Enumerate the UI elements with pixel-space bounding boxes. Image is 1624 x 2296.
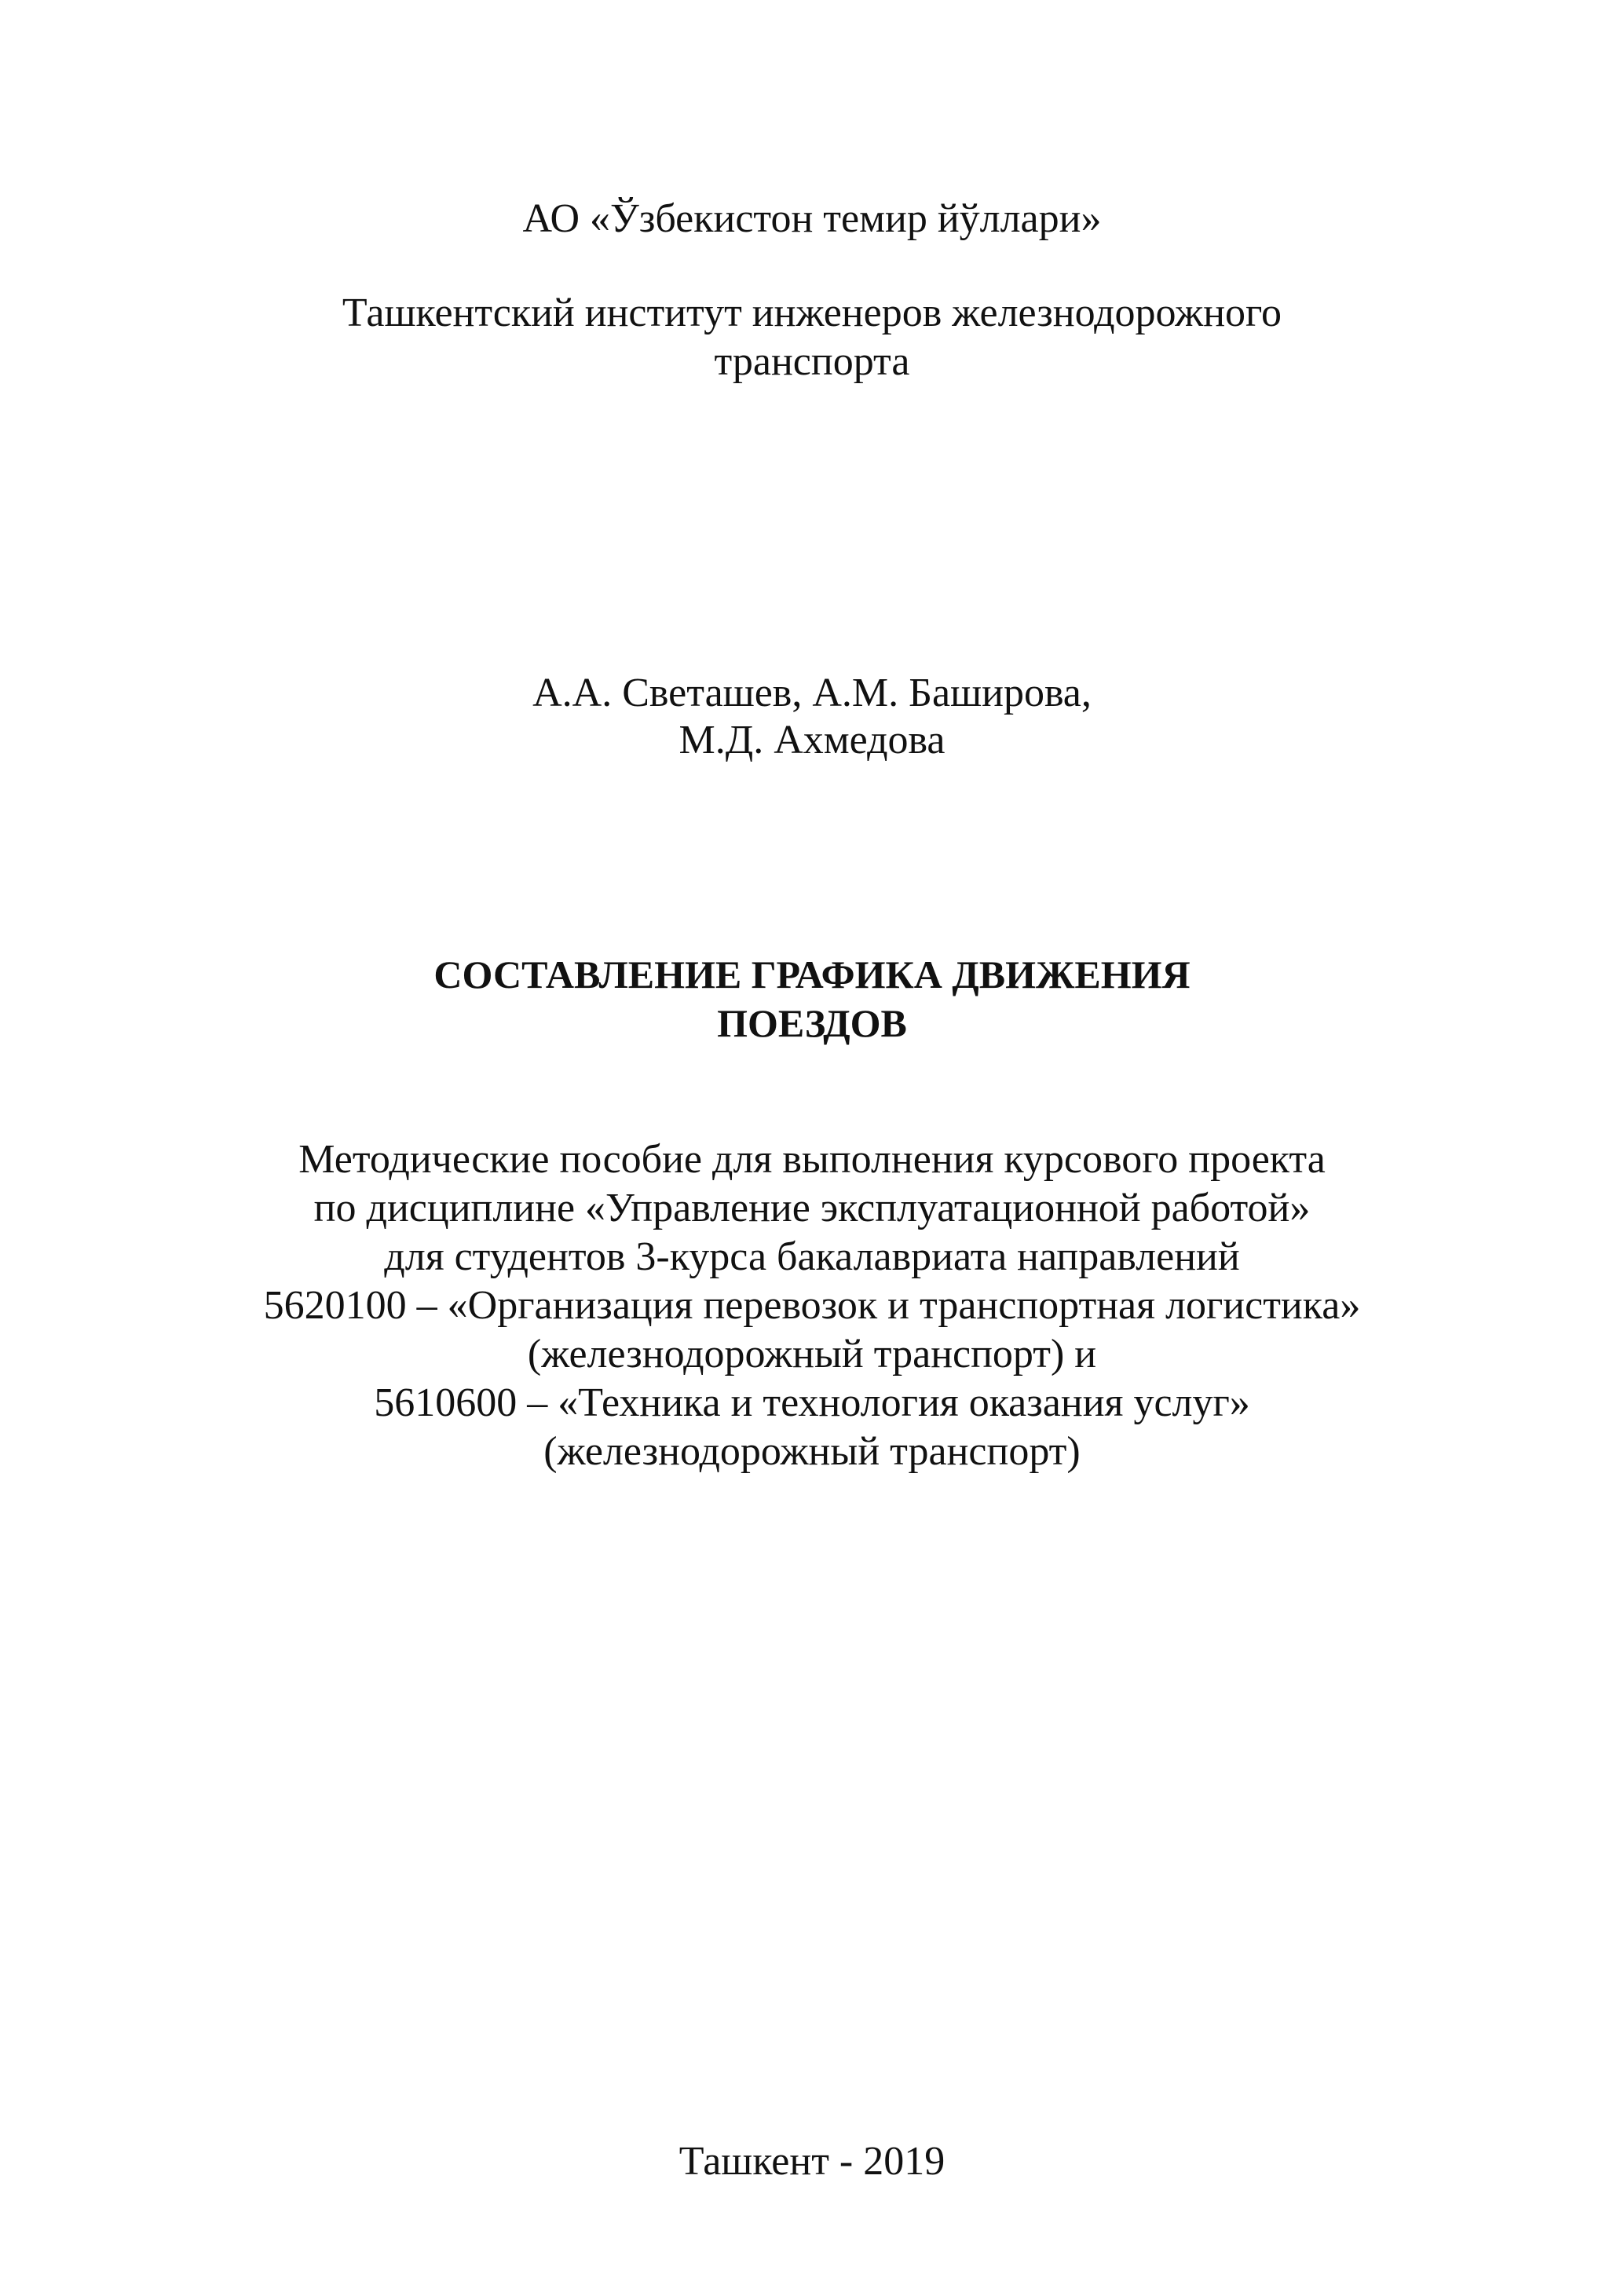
- description-line-3: для студентов 3-курса бакалавриата направлений: [384, 1234, 1240, 1279]
- institute-name-line-2: транспорта: [714, 339, 910, 384]
- description-line-4: 5620100 – «Организация перевозок и транспортная логистика»: [263, 1283, 1361, 1328]
- description-line-2: по дисциплине «Управление эксплуатационной работой»: [313, 1186, 1311, 1230]
- description-line-6: 5610600 – «Техника и технология оказания услуг»: [374, 1380, 1250, 1425]
- institute-name-line-1: Ташкентский институт инженеров железнодорожного: [342, 291, 1282, 335]
- company-name: АО «Ўзбекистон темир йўллари»: [522, 196, 1102, 241]
- document-title-line-2: ПОЕЗДОВ: [717, 1001, 907, 1045]
- description-line-1: Методические пособие для выполнения курсового проекта: [298, 1137, 1326, 1182]
- place-and-year: Ташкент - 2019: [678, 2139, 946, 2184]
- authors-line-1: А.А. Светашев, А.М. Баширова,: [532, 671, 1092, 715]
- authors-line-2: М.Д. Ахмедова: [678, 718, 946, 762]
- description-line-7: (железнодорожный транспорт): [543, 1429, 1081, 1474]
- description-line-5: (железнодорожный транспорт) и: [527, 1332, 1097, 1377]
- document-title-line-1: СОСТАВЛЕНИЕ ГРАФИКА ДВИЖЕНИЯ: [433, 952, 1191, 996]
